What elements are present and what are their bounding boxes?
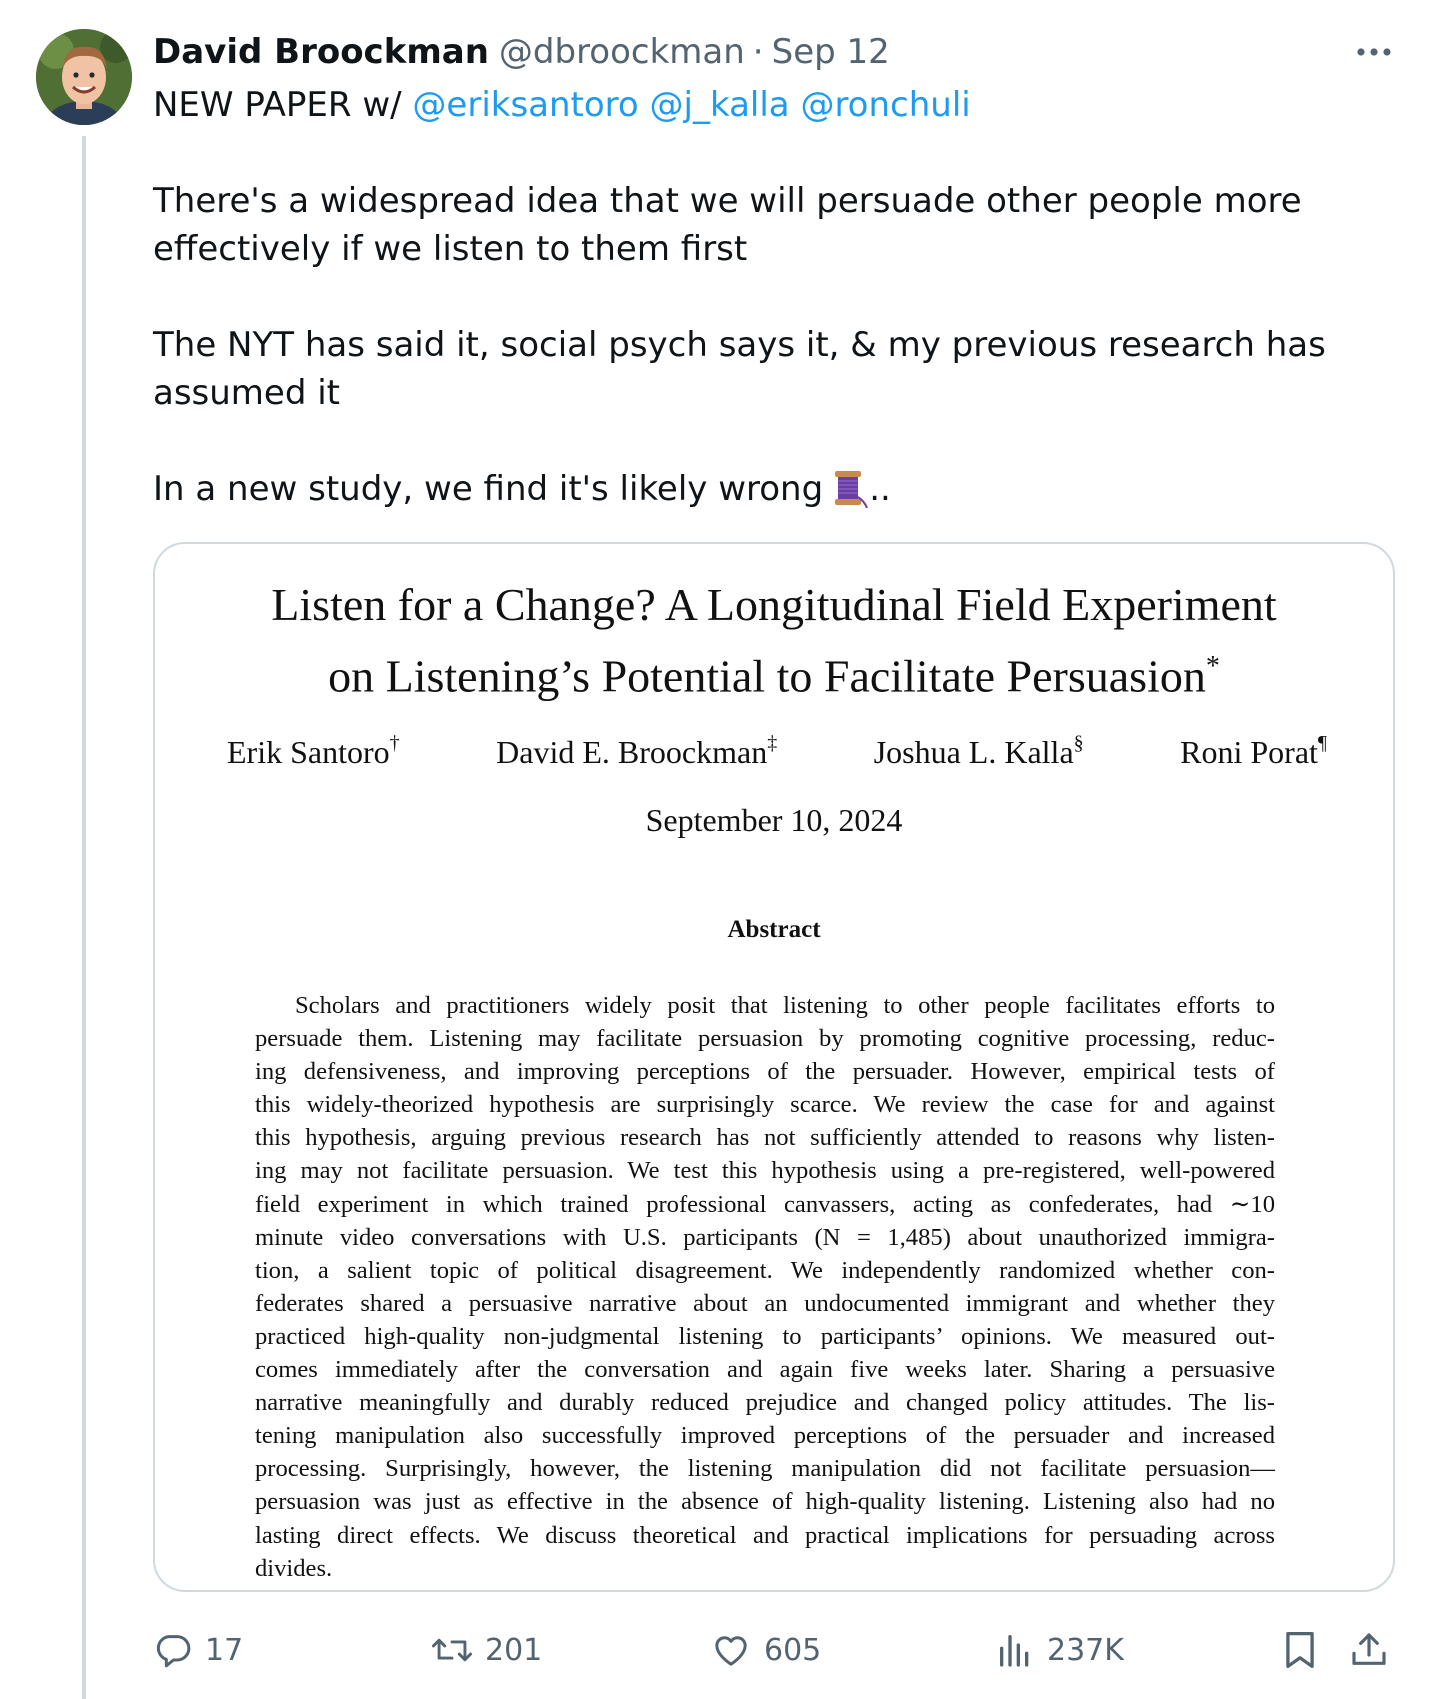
mention-ronchuli[interactable]: @ronchuli xyxy=(800,85,971,125)
share-icon xyxy=(1349,1629,1389,1671)
header-separator: · xyxy=(752,32,764,72)
attached-image[interactable] xyxy=(153,542,1395,1592)
heart-icon xyxy=(710,1630,752,1670)
abstract-line: this hypothesis, arguing previous research has not sufficiently attended to reasons why listen- xyxy=(255,1124,1275,1152)
abstract-line: this widely-theorized hypothesis are surprisingly scarce. We review the case for and against xyxy=(255,1091,1275,1119)
paper-author: Joshua L. Kalla§ xyxy=(873,732,1084,770)
abstract-line: minute video conversations with U.S. participants (N = 1,485) about unauthorized immigra- xyxy=(255,1223,1275,1251)
bookmark-icon xyxy=(1281,1629,1319,1671)
repost-count: 201 xyxy=(485,1632,543,1668)
tweet-para2-line1: The NYT has said it, social psych says it, & my previous research has xyxy=(153,325,1326,365)
abstract-line: Scholars and practitioners widely posit that listening to other people facilitates efforts to xyxy=(295,992,1275,1019)
views-button[interactable] xyxy=(995,1626,1124,1674)
tweet-para2-line2: assumed it xyxy=(153,373,341,413)
abstract-line: comes immediately after the conversation and again five weeks later. Sharing a persuasive xyxy=(255,1356,1275,1384)
action-bar xyxy=(153,1626,1393,1674)
paper-screenshot xyxy=(155,544,1393,1590)
paper-title xyxy=(155,574,1393,707)
reply-icon xyxy=(153,1630,193,1670)
paper-author: Roni Porat¶ xyxy=(1180,732,1327,770)
abstract-line: persuade them. Listening may facilitate persuasion by promoting cognitive processing, reduc- xyxy=(255,1025,1275,1053)
abstract-line: ing may not facilitate persuasion. We test this hypothesis using a pre-registered, well-powered xyxy=(255,1157,1275,1185)
thread-spool-emoji xyxy=(829,468,869,521)
repost-button[interactable] xyxy=(431,1626,542,1674)
tweet-para3 xyxy=(153,465,1383,521)
share-button[interactable] xyxy=(1349,1626,1389,1674)
abstract-line: lasting direct effects. We discuss theoretical and practical implications for persuading across xyxy=(255,1521,1275,1549)
paper-authors xyxy=(227,732,1327,771)
repost-icon xyxy=(431,1630,473,1670)
abstract-line: field experiment in which trained professional canvassers, acting as confederates, had ∼10 xyxy=(255,1190,1275,1218)
paper-title-mark: * xyxy=(1205,651,1220,682)
abstract-line: federates shared a persuasive narrative about an undocumented immigrant and whether they xyxy=(255,1289,1275,1317)
intro-text: NEW PAPER w/ xyxy=(153,85,402,125)
mention-eriksantoro[interactable]: @eriksantoro xyxy=(412,85,639,125)
tweet-text xyxy=(153,81,1383,521)
tweet-para3-text: In a new study, we find it's likely wrong xyxy=(153,469,824,509)
paper-title-line1: Listen for a Change? A Longitudinal Field Experiment xyxy=(271,579,1277,630)
paper-author: David E. Broockman‡ xyxy=(496,732,778,770)
author-handle[interactable]: @dbroockman xyxy=(498,32,745,72)
abstract-line: tening manipulation also successfully improved perceptions of the persuader and increased xyxy=(255,1422,1275,1450)
like-button[interactable] xyxy=(710,1626,821,1674)
reply-count: 17 xyxy=(205,1632,244,1668)
tweet-para1-line2: effectively if we listen to them first xyxy=(153,229,748,269)
paper-date: September 10, 2024 xyxy=(645,802,903,838)
bookmark-button[interactable] xyxy=(1281,1626,1319,1674)
avatar-photo xyxy=(36,29,132,125)
more-icon xyxy=(1357,47,1391,57)
abstract-heading: Abstract xyxy=(727,916,821,943)
abstract-line: divides. xyxy=(255,1554,333,1582)
paper-title-line2-wrap xyxy=(155,636,1393,707)
mention-j-kalla[interactable]: @j_kalla xyxy=(649,85,790,125)
tweet-line-intro xyxy=(153,81,1383,129)
abstract-line: processing. Surprisingly, however, the listening manipulation did not facilitate persuasion— xyxy=(255,1455,1275,1483)
views-icon xyxy=(995,1630,1035,1670)
tweet-para1-line1: There's a widespread idea that we will persuade other people more xyxy=(153,181,1302,221)
abstract-line: practiced high-quality non-judgmental listening to participants’ opinions. We measured out- xyxy=(255,1322,1275,1350)
tweet-para3-suffix: .. xyxy=(869,469,891,509)
thread-line xyxy=(82,136,86,1699)
post-date[interactable]: Sep 12 xyxy=(771,32,890,72)
views-count: 237K xyxy=(1047,1632,1124,1668)
reply-button[interactable] xyxy=(153,1626,243,1674)
like-count: 605 xyxy=(764,1632,822,1668)
avatar[interactable] xyxy=(36,29,132,125)
abstract-line: ing defensiveness, and improving perceptions of the persuader. However, empirical tests of xyxy=(255,1058,1275,1086)
author-name[interactable]: David Broockman xyxy=(153,32,489,72)
paper-author: Erik Santoro† xyxy=(227,732,400,770)
tweet-header xyxy=(153,30,890,74)
more-button[interactable] xyxy=(1354,32,1394,72)
abstract-line: narrative meaningfully and durably reduced prejudice and changed policy attitudes. The lis- xyxy=(255,1389,1275,1417)
abstract-line: persuasion was just as effective in the absence of high-quality listening. Listening also had no xyxy=(255,1488,1275,1516)
paper-title-line2: on Listening’s Potential to Facilitate Persuasion xyxy=(328,650,1206,702)
abstract-line: tion, a salient topic of political disagreement. We independently randomized whether con- xyxy=(255,1256,1275,1284)
abstract-body xyxy=(255,989,1275,1585)
